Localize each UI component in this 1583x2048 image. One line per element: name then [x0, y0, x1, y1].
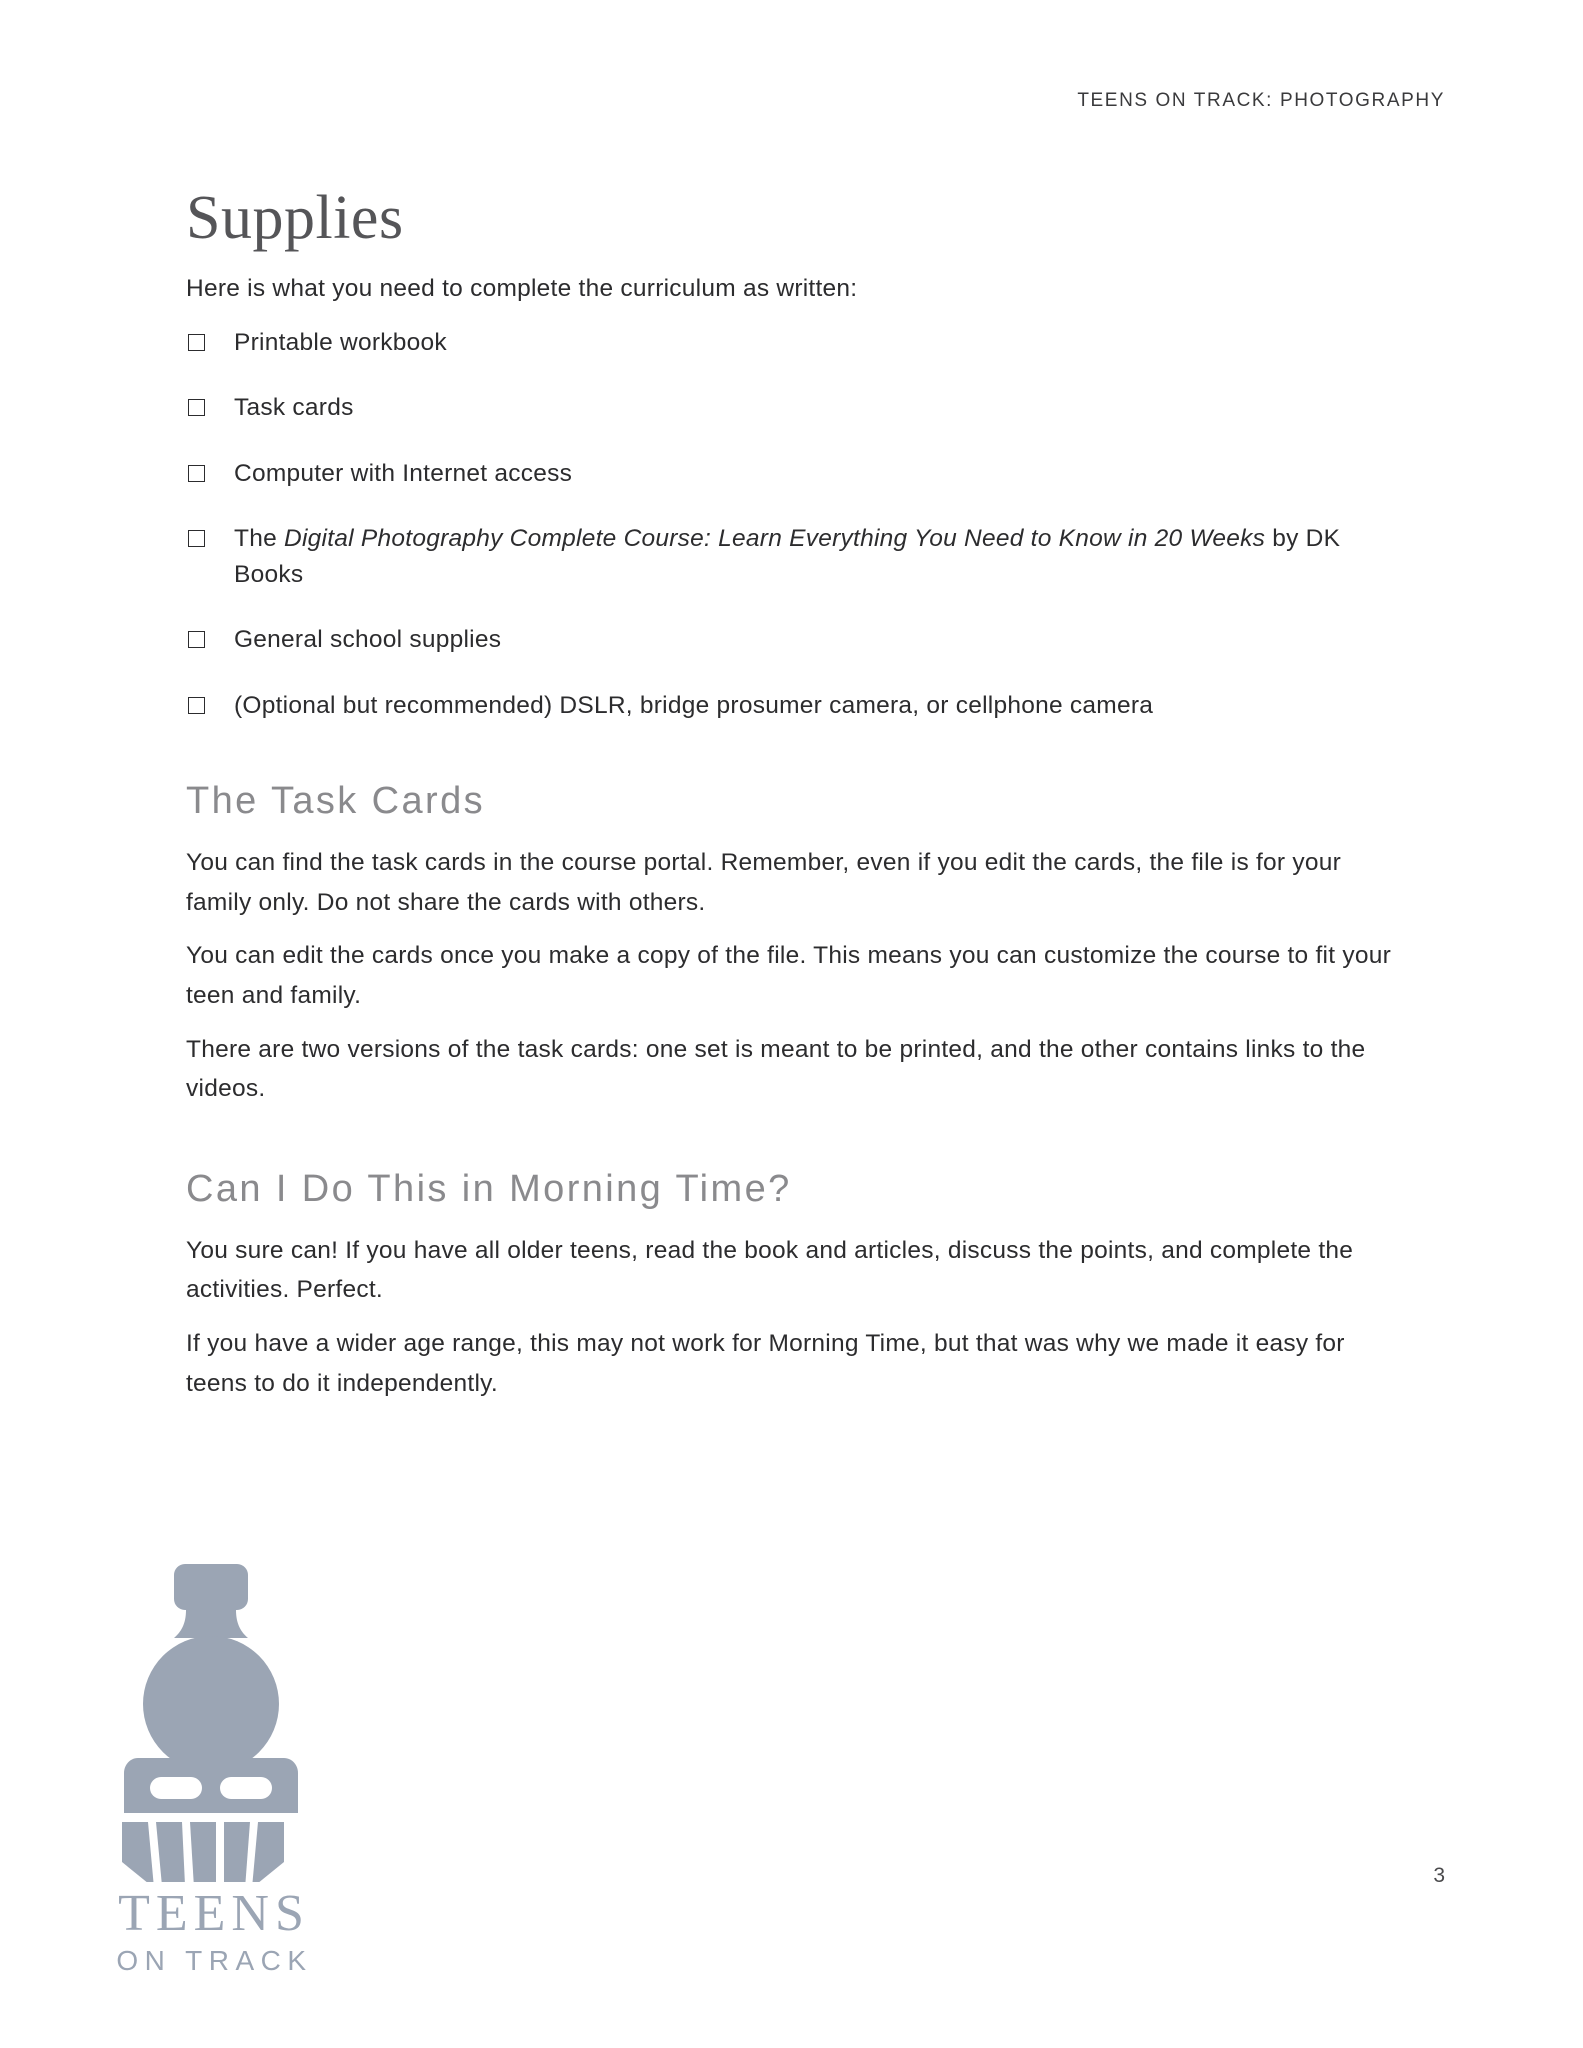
locomotive-icon: [116, 1552, 306, 1882]
section-heading-morning-time: Can I Do This in Morning Time?: [186, 1168, 792, 1211]
list-item[interactable]: [186, 390, 1396, 426]
list-item-label: General school supplies: [234, 626, 502, 654]
page-title: Supplies: [186, 184, 404, 252]
list-item[interactable]: [186, 521, 1396, 592]
paragraph: There are two versions of the task cards: one set is meant to be printed, and the other contains links to the videos.: [186, 1035, 1366, 1103]
list-item[interactable]: [186, 325, 1396, 361]
checkbox-icon[interactable]: [188, 530, 205, 547]
list-item[interactable]: [186, 688, 1396, 724]
paragraph: You can edit the cards once you make a copy of the file. This means you can customize the course to fit your teen and family.: [186, 942, 1392, 1010]
checkbox-icon[interactable]: [188, 399, 205, 416]
paragraph: If you have a wider age range, this may not work for Morning Time, but that was why we made it easy for teens to do it independently.: [186, 1330, 1345, 1397]
book-title: Digital Photography Complete Course: Learn Everything You Need to Know in 20 Weeks: [284, 525, 1266, 553]
intro-paragraph: Here is what you need to complete the curriculum as written:: [186, 275, 858, 303]
page-content: [186, 186, 1396, 1403]
list-item-prefix: The: [234, 525, 285, 553]
logo-wordmark-primary: TEENS: [118, 1885, 310, 1943]
checkbox-icon[interactable]: [188, 697, 205, 714]
paragraph: You can find the task cards in the course portal. Remember, even if you edit the cards, the file is for your family only. Do not share the cards with others.: [186, 848, 1342, 916]
section-body-morning-time: [186, 1231, 1396, 1404]
page-number: 3: [1433, 1864, 1445, 1887]
list-item-suffix: by DK Books: [234, 525, 1341, 588]
running-header: TEENS ON TRACK: PHOTOGRAPHY: [1077, 90, 1445, 111]
checkbox-icon[interactable]: [188, 631, 205, 648]
list-item-label: Task cards: [234, 394, 354, 422]
supplies-checklist: [186, 325, 1396, 724]
logo-wordmark-secondary: ON TRACK: [116, 1945, 313, 1977]
list-item-label: Printable workbook: [234, 328, 447, 356]
checkbox-icon[interactable]: [188, 465, 205, 482]
list-item[interactable]: [186, 622, 1396, 658]
section-heading-task-cards: The Task Cards: [186, 780, 486, 823]
list-item[interactable]: [186, 456, 1396, 492]
list-item-label: Computer with Internet access: [234, 459, 573, 487]
section-body-task-cards: [186, 843, 1396, 1109]
list-item-label: (Optional but recommended) DSLR, bridge prosumer camera, or cellphone camera: [234, 691, 1154, 719]
brand-logo: [96, 1552, 326, 1978]
paragraph: You sure can! If you have all older teens, read the book and articles, discuss the points, and complete the activities. Perfect.: [186, 1236, 1354, 1304]
checkbox-icon[interactable]: [188, 334, 205, 351]
